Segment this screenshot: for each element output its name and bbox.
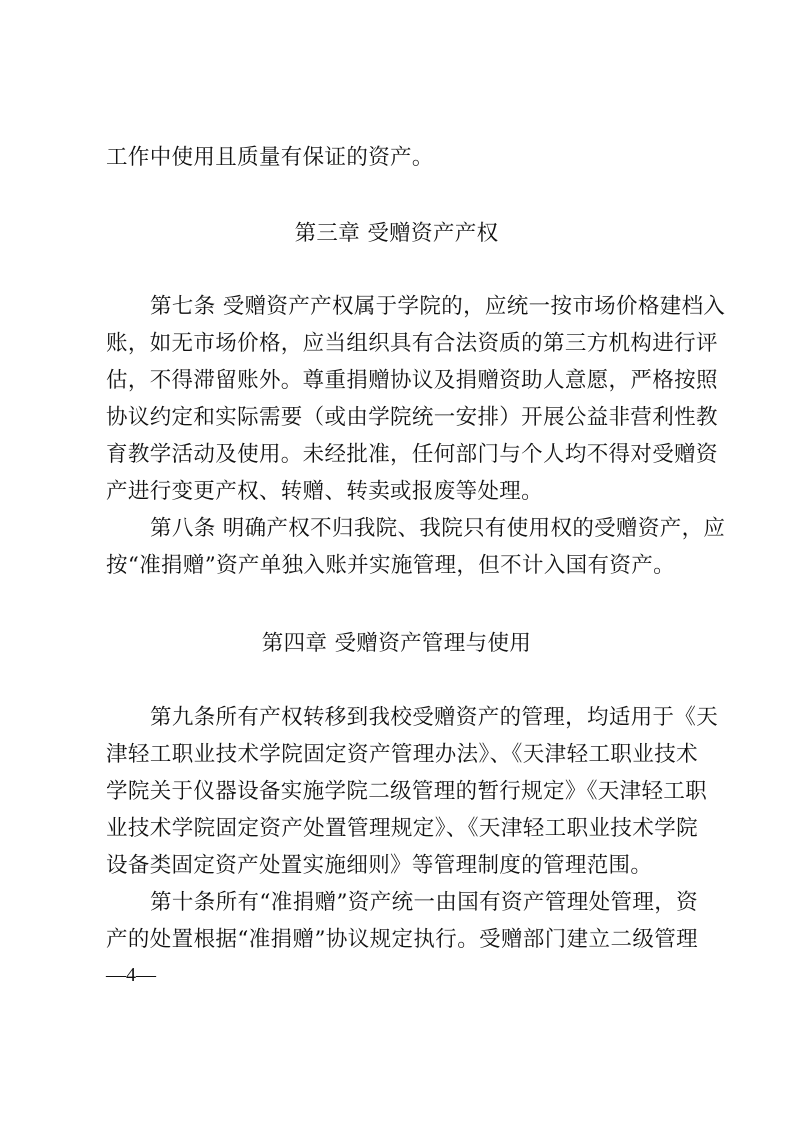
article-9-line-1: 第九条所有产权转移到我校受赠资产的管理，均适用于《天 [150, 705, 719, 730]
page-number: —4— [106, 964, 156, 986]
article-7-line-3: 估，不得滞留账外。尊重捐赠协议及捐赠资助人意愿，严格按照 [106, 368, 718, 393]
article-8-line-2: 按“准捐赠”资产单独入账并实施管理，但不计入国有资产。 [106, 553, 675, 578]
article-9-line-2: 津轻工职业技术学院固定资产管理办法》、《天津轻工职业技术 [106, 742, 698, 767]
article-7-line-5: 育教学活动及使用。未经批准，任何部门与个人均不得对受赠资 [106, 442, 718, 467]
article-9-line-4: 业技术学院固定资产处置管理规定》、《天津轻工职业技术学院 [106, 816, 698, 841]
chapter-3-title: 第三章 受赠资产产权 [294, 221, 499, 246]
chapter-4-title: 第四章 受赠资产管理与使用 [261, 631, 532, 656]
continuation-line: 工作中使用且质量有保证的资产。 [106, 145, 434, 170]
article-10-line-2: 产的处置根据“准捐赠”协议规定执行。受赠部门建立二级管理 [106, 927, 698, 952]
article-9-line-5: 设备类固定资产处置实施细则》等管理制度的管理范围。 [106, 853, 653, 878]
article-7-line-6: 产进行变更产权、转赠、转卖或报废等处理。 [106, 479, 544, 504]
article-9-line-3: 学院关于仪器设备实施学院二级管理的暂行规定》《天津轻工职 [106, 779, 708, 804]
article-7-line-2: 账，如无市场价格，应当组织具有合法资质的第三方机构进行评 [106, 331, 718, 356]
article-7-line-4: 协议约定和实际需要（或由学院统一安排）开展公益非营利性教 [106, 405, 718, 430]
article-8-line-1: 第八条 明确产权不归我院、我院只有使用权的受赠资产，应 [150, 516, 726, 541]
article-10-line-1: 第十条所有“准捐赠”资产统一由国有资产管理处管理，资 [150, 890, 698, 915]
article-7-line-1: 第七条 受赠资产产权属于学院的，应统一按市场价格建档入 [150, 294, 726, 319]
